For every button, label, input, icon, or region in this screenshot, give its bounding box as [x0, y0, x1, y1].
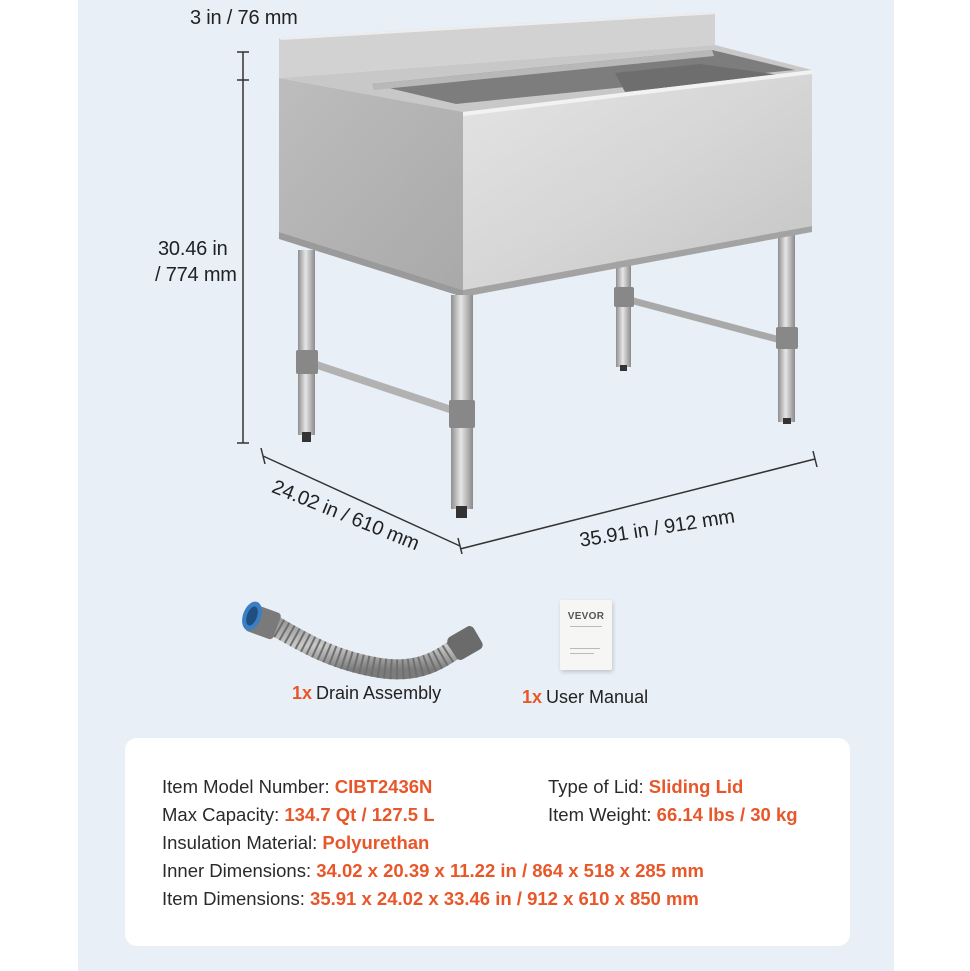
height-dimension-line: [237, 52, 249, 443]
drain-label: Drain Assembly: [316, 683, 442, 703]
accessory-drain-assembly: [292, 683, 441, 704]
manual-label: User Manual: [546, 687, 649, 707]
spec-weight: Item Weight: 66.14 lbs / 30 kg: [548, 804, 798, 825]
drain-qty: 1x: [292, 683, 313, 703]
manual-brand-logo: VEVOR: [567, 611, 605, 622]
depth-dimension: 24.02 in / 610 mm: [268, 476, 423, 556]
spec-insulation: Insulation Material: Polyurethan: [162, 832, 430, 853]
width-dimension: 35.91 in / 912 mm: [578, 505, 737, 552]
accessory-user-manual: [522, 687, 648, 708]
spec-inner-dimensions: Inner Dimensions: 34.02 x 20.39 x 11.22 in / 864 x 518 x 285 mm: [162, 860, 705, 881]
user-manual-image: [560, 600, 612, 670]
spec-model: Item Model Number: CIBT2436N: [162, 776, 433, 797]
spec-item-dimensions: Item Dimensions: 35.91 x 24.02 x 33.46 in / 912 x 610 x 850 mm: [162, 888, 699, 909]
spec-capacity: Max Capacity: 134.7 Qt / 127.5 L: [162, 804, 435, 825]
top-lip-dimension: 3 in / 76 mm: [190, 7, 298, 29]
manual-qty: 1x: [522, 687, 543, 707]
cabinet-body: [279, 12, 812, 297]
spec-lid: Type of Lid: Sliding Lid: [548, 776, 744, 797]
height-dimension-line1: 30.46 in: [158, 238, 228, 260]
drain-assembly-image: [238, 599, 484, 670]
height-dimension-line2: / 774 mm: [155, 264, 237, 286]
